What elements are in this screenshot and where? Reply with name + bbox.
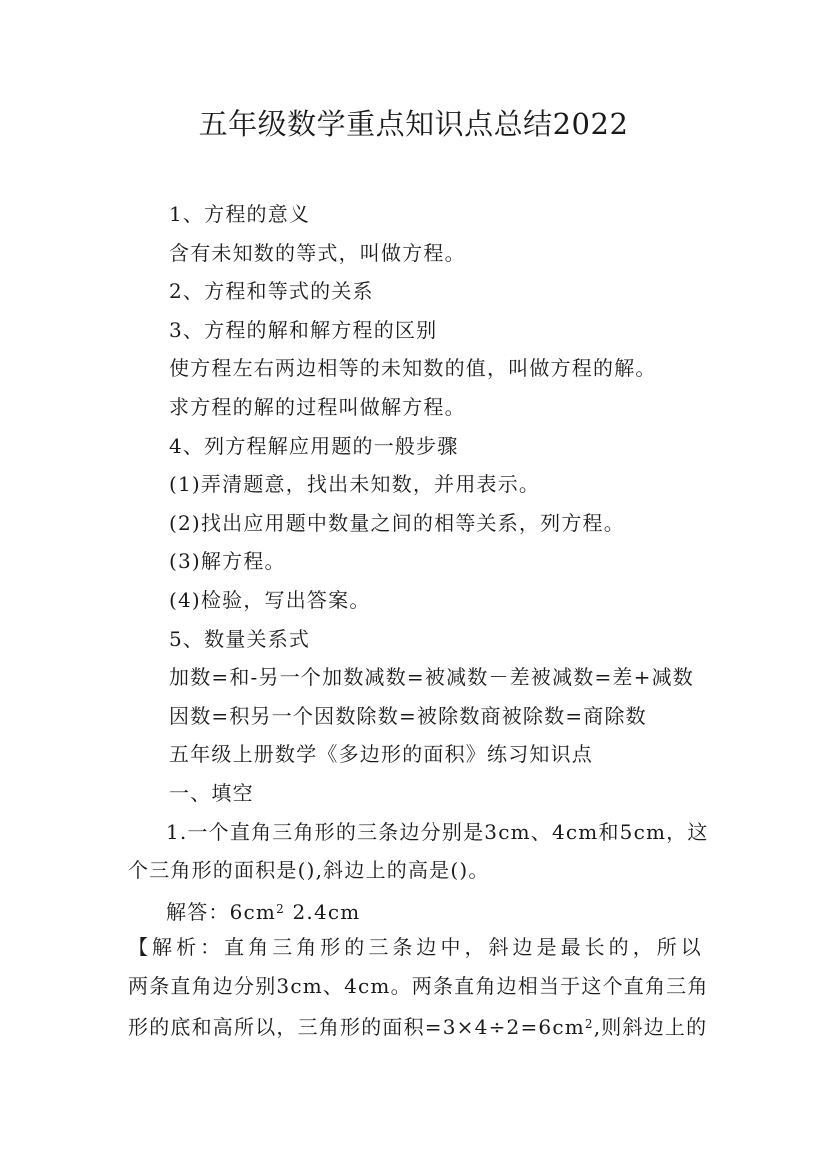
step-item: (1)弄清题意，找出未知数，并用表示。 [169,472,541,497]
analysis-suffix: ,则斜边上的 [593,1015,708,1040]
formula-line: 因数=积另一个因数除数=被除数商被除数=商除数 [169,703,647,728]
heading-equation-solution: 3、方程的解和解方程的区别 [169,317,438,342]
question-line: 个三角形的面积是(),斜边上的高是()。 [128,858,490,883]
section-heading-fill: 一、填空 [169,780,254,805]
analysis-prefix: 形的底和高所以，三角形的面积=3×4÷2=6cm [128,1015,585,1040]
formula-line: 加数=和-另一个加数减数=被减数－差被减数=差+减数 [169,665,694,690]
question-line: 1.一个直角三角形的三条边分别是3cm、4cm和5cm，这 [166,819,709,844]
answer-line [128,890,702,929]
step-item: (2)找出应用题中数量之间的相等关系，列方程。 [169,510,625,535]
analysis-line: 【解析：直角三角形的三条边中，斜边是最长的，所以 [128,935,702,960]
heading-steps: 4、列方程解应用题的一般步骤 [169,433,459,458]
text-line: 使方程左右两边相等的未知数的值，叫做方程的解。 [169,356,657,381]
step-item: (3)解方程。 [169,549,286,574]
step-item: (4)检验，写出答案。 [169,587,371,612]
document-body [128,195,709,1044]
text-line: 含有未知数的等式，叫做方程。 [169,240,466,265]
analysis-line: 两条直角边分别3cm、4cm。两条直角边相当于这个直角三角 [128,973,709,998]
document-title: 五年级数学重点知识点总结2022 [198,107,629,141]
analysis-superscript: 2 [584,1017,594,1032]
answer-superscript: 2 [276,901,285,916]
analysis-line [128,1005,708,1044]
section-title: 五年级上册数学《多边形的面积》练习知识点 [169,742,593,767]
text-line: 求方程的解的过程叫做解方程。 [169,394,466,419]
heading-equation-relation: 2、方程和等式的关系 [169,279,374,304]
answer-prefix: 解答：6cm [166,899,277,924]
heading-equation-meaning: 1、方程的意义 [169,202,311,226]
answer-suffix: 2.4cm [284,899,361,924]
heading-relations: 5、数量关系式 [169,626,311,651]
